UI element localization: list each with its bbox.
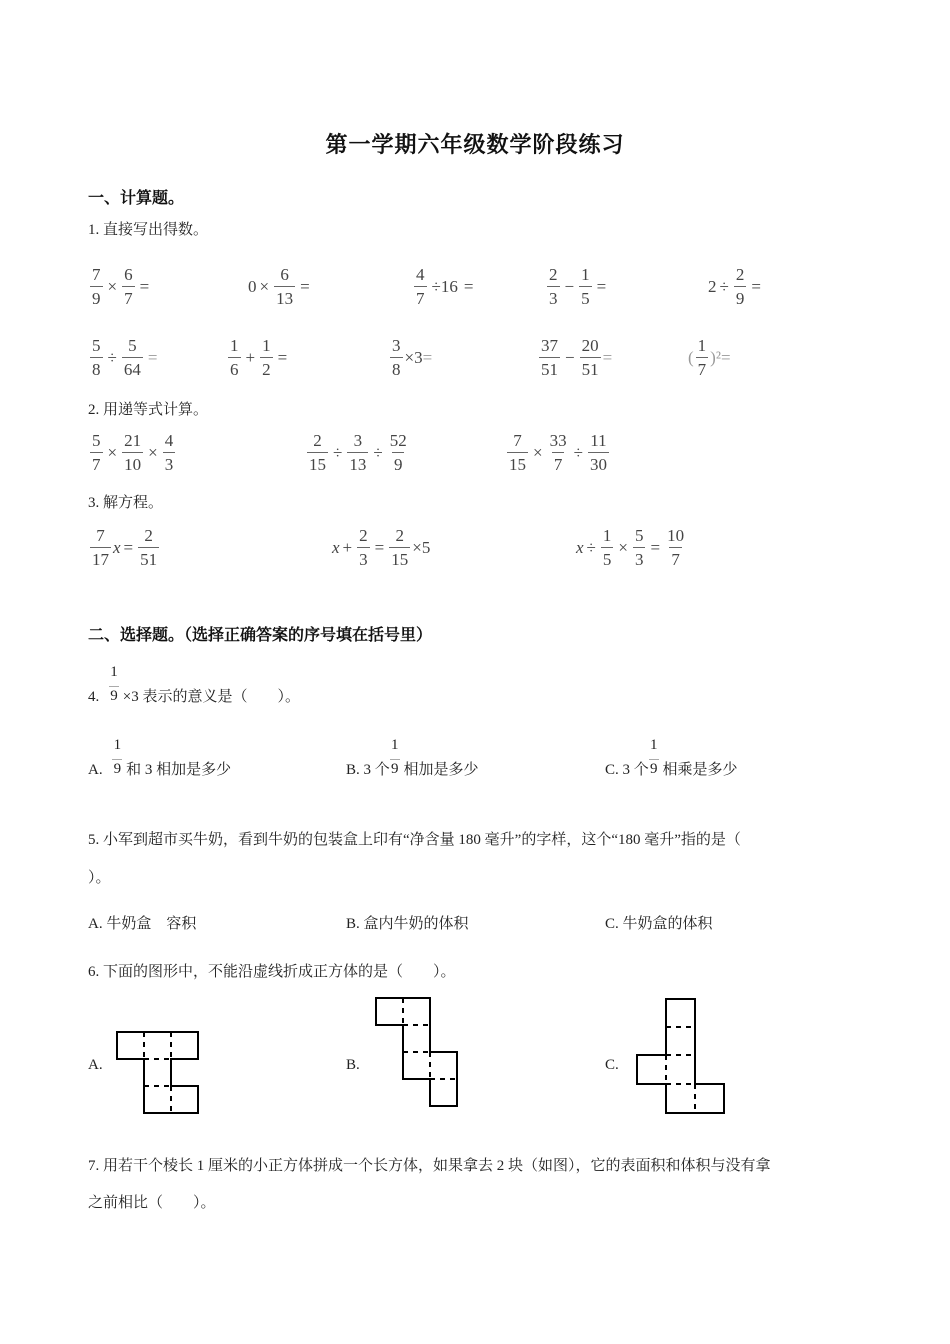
fraction: $\frac{1}{7}$ bbox=[697, 336, 707, 379]
fraction: $\frac{3}{8}$ bbox=[392, 336, 401, 379]
q6-option-c[interactable]: C. bbox=[605, 1057, 619, 1073]
q1-expr-10: ( $\frac{1}{7}$ )² = bbox=[688, 336, 731, 379]
q2-expr-1: $\frac{5}{7}$ × $\frac{21}{10}$ × $\frac{4}{3}$ bbox=[92, 431, 174, 474]
fraction: $\frac{6}{7}$ bbox=[124, 265, 133, 308]
q1-expr-6: $\frac{5}{8}$ ÷ $\frac{5}{64}$ = bbox=[92, 336, 158, 379]
question-5-line-1: 5. 小军到超市买牛奶，看到牛奶的包装盒上印有“净含量 180 毫升”的字样，这个“180 毫升”指的是（ bbox=[88, 832, 741, 848]
q1-expr-5: 2 ÷ $\frac{2}{9}$ = bbox=[708, 265, 761, 308]
q2-expr-3: $\frac{7}{15}$ × $\frac{33}{7}$ ÷ $\frac{11}{30}$ bbox=[509, 431, 607, 474]
fraction: $\frac{6}{13}$ bbox=[276, 265, 294, 308]
fraction: $\frac{1}{2}$ bbox=[262, 336, 271, 379]
q1-expr-9: $\frac{37}{51}$ − $\frac{20}{51}$ = bbox=[541, 336, 613, 379]
q6-option-b[interactable]: B. bbox=[346, 1057, 360, 1073]
q3-equation-2: x + $\frac{2}{3}$ = $\frac{2}{15}$ ×5 bbox=[332, 526, 431, 569]
q1-expr-3: $\frac{4}{7}$ ÷16 = bbox=[416, 265, 474, 308]
q1-expr-8: $\frac{3}{8}$ ×3 = bbox=[392, 336, 433, 379]
q2-expr-2: $\frac{2}{15}$ ÷ $\frac{3}{13}$ ÷ $\frac{52}{9}$ bbox=[309, 431, 407, 474]
fraction: $\frac{2}{3}$ bbox=[549, 265, 558, 308]
section-1-heading: 一、计算题。 bbox=[88, 188, 185, 207]
q1-expr-7: $\frac{1}{6}$ + $\frac{1}{2}$ = bbox=[230, 336, 288, 379]
q3-equation-1: $\frac{7}{17}$ x = $\frac{2}{51}$ bbox=[92, 526, 158, 569]
fraction: $\frac{1}{5}$ bbox=[581, 265, 590, 308]
fraction: $\frac{37}{51}$ bbox=[541, 336, 558, 379]
question-7-line-1: 7. 用若干个棱长 1 厘米的小正方体拼成一个长方体，如果拿去 2 块（如图），它的表面积和体积与没有拿 bbox=[88, 1158, 771, 1174]
page-title: 第一学期六年级数学阶段练习 bbox=[325, 133, 625, 158]
fraction: $\frac{20}{51}$ bbox=[581, 336, 599, 379]
question-5-line-2: ）。 bbox=[88, 870, 111, 886]
q4-option-a[interactable]: A. $\frac{1}{9}$ 和 3 相加是多少 bbox=[88, 737, 232, 778]
q4-option-b[interactable]: B. 3 个 $\frac{1}{9}$ 相加是多少 bbox=[346, 737, 479, 778]
question-1-label: 1. 直接写出得数。 bbox=[88, 222, 209, 238]
question-4: 4. $\frac{1}{9}$ ×3 表示的意义是（ ）。 bbox=[88, 664, 300, 705]
q5-option-c[interactable]: C. 牛奶盒的体积 bbox=[605, 916, 713, 932]
q3-equation-3: x ÷ $\frac{1}{5}$ × $\frac{5}{3}$ = $\frac{10}{7}$ bbox=[576, 526, 685, 569]
q1-expr-2: 0 × $\frac{6}{13}$ = bbox=[248, 265, 310, 308]
question-2-label: 2. 用递等式计算。 bbox=[88, 402, 209, 418]
cube-net-c-figure bbox=[630, 992, 730, 1117]
q1-expr-1: $\frac{7}{9}$ × $\frac{6}{7}$ = bbox=[92, 265, 150, 308]
fraction: $\frac{5}{8}$ bbox=[92, 336, 101, 379]
fraction: $\frac{2}{9}$ bbox=[735, 265, 745, 308]
section-2-heading: 二、选择题。（选择正确答案的序号填在括号里） bbox=[88, 625, 433, 644]
q6-option-a[interactable]: A. bbox=[88, 1057, 103, 1073]
fraction: $\frac{4}{7}$ bbox=[416, 265, 425, 308]
fraction: $\frac{5}{64}$ bbox=[123, 336, 141, 379]
cube-net-b-figure bbox=[370, 992, 470, 1117]
question-6-label: 6. 下面的图形中，不能沿虚线折成正方体的是（ ）。 bbox=[88, 964, 456, 980]
question-3-label: 3. 解方程。 bbox=[88, 495, 164, 511]
q5-option-b[interactable]: B. 盒内牛奶的体积 bbox=[346, 916, 469, 932]
q4-option-c[interactable]: C. 3 个 $\frac{1}{9}$ 相乘是多少 bbox=[605, 737, 738, 778]
fraction: $\frac{1}{6}$ bbox=[230, 336, 239, 379]
q5-option-a[interactable]: A. 牛奶盒 容积 bbox=[88, 916, 197, 932]
fraction: $\frac{7}{9}$ bbox=[92, 265, 101, 308]
q1-expr-4: $\frac{2}{3}$ − $\frac{1}{5}$ = bbox=[549, 265, 607, 308]
question-7-line-2: 之前相比（ ）。 bbox=[88, 1195, 216, 1211]
cube-net-a-figure bbox=[110, 1025, 210, 1120]
